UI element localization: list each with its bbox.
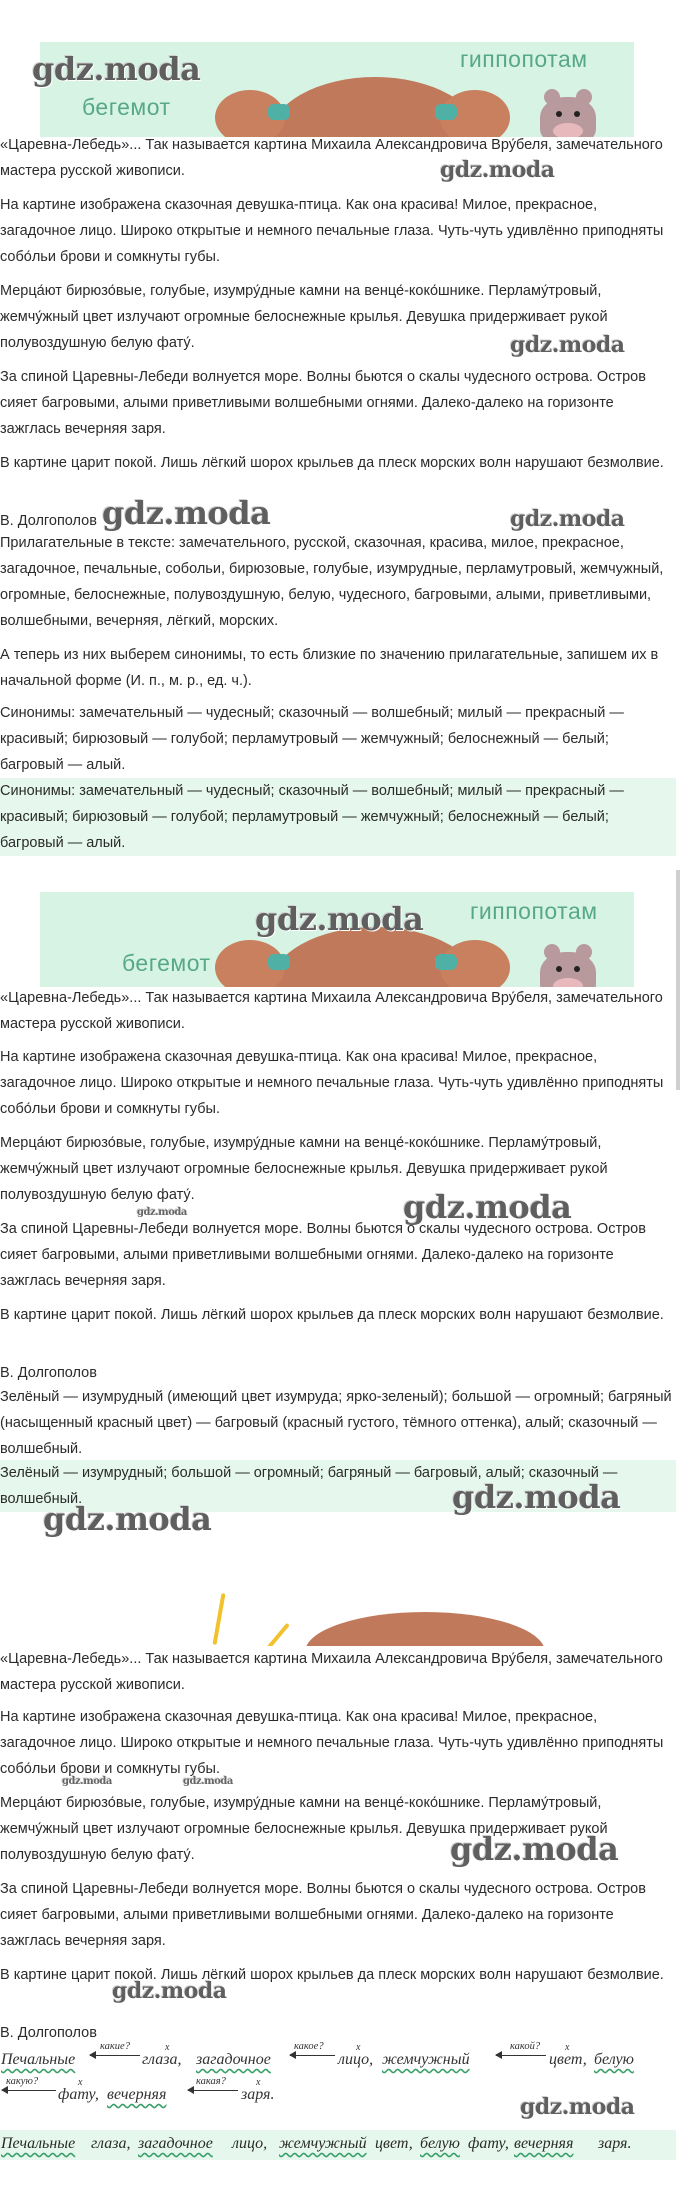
adjective-word: Печальные [1, 2135, 76, 2152]
hippo-illustration [540, 97, 596, 137]
arrow-icon [2, 2090, 56, 2091]
synonyms-explanation: Зелёный — изумрудный (имеющий цвет изумруда; ярко-зеленый); большой — огромный; багряный (насыщенный красный цвет) — багровый (красный густого, тёмного оттенка), алый; сказочный — волшебный. [0, 1389, 672, 1457]
synonyms-text: Синонимы: замечательный — чудесный; сказочный — волшебный; милый — прекрасный — красивый; бирюзовый — голубой; перламутровый — жемчужный; белоснежный — белый; багровый — алый. [0, 705, 624, 773]
watermark: gdz.moda [137, 1207, 187, 1218]
watermark: gdz.moda [255, 900, 424, 938]
watermark: gdz.moda [112, 1978, 227, 2004]
noun-mark: x [78, 2077, 83, 2088]
adjective-word: жемчужный [382, 2051, 470, 2068]
noun-mark: x [356, 2042, 361, 2053]
text-paragraph-4: За спиной Царевны-Лебеди волнуется море. Волны бьются о скалы чудесного острова. Остров сияет багровыми, алыми приветливыми волшебными огнями. Далеко-далеко на горизонте зажглась вечерняя заря. [0, 1881, 646, 1949]
sun-ray-decoration [213, 1593, 226, 1645]
noun-word: глаза, [142, 2051, 182, 2068]
text-paragraph-3: Мерца́ют бирюзо́вые, голубые, изумру́дные камни на венце́-коко́шнике. Перламу́тровый, жемчу́жный цвет излучают огромные белоснежные крылья. Девушка придерживает рукой полувоздушную белую фату́. [0, 283, 608, 351]
watermark: gdz.moda [510, 332, 625, 358]
banner-word-hippo: гиппопотам [470, 898, 598, 924]
author-name: В. Долгополов [0, 1365, 97, 1381]
adjective-word: вечерняя [107, 2086, 167, 2103]
section-3 [0, 1540, 680, 2195]
arrow-icon [90, 2055, 140, 2056]
adjective-word: белую [594, 2051, 634, 2068]
watermark: gdz.moda [452, 1478, 621, 1516]
noun-word: лицо, [232, 2135, 268, 2152]
parse-line-1 [0, 2043, 676, 2073]
text-paragraph-2: На картине изображена сказочная девушка-птица. Как она красива! Милое, прекрасное, загадочное лицо. Широко открытые и немного печальные глаза. Чуть-чуть удивлённо приподняты собо́льи брови и сомкнуты губы. [0, 1709, 664, 1777]
question-label: какую? [6, 2076, 39, 2087]
synonyms-answer: Синонимы: замечательный — чудесный; сказочный — волшебный; милый — прекрасный — красивый; бирюзовый — голубой; перламутровый — жемчужный; белоснежный — белый; багровый — алый. [0, 778, 676, 856]
adjectives-list: Прилагательные в тексте: замечательного, русской, сказочная, красива, милое, прекрасное, загадочное, печальные, собольи, бирюзовые, голубые, изумрудные, перламутровый, жемчужный, огромные, белоснежные, полувоздушную, белую, чудесного, багровыми, алыми, приветливыми, волшебными, вечерняя, лёгкий, морских. [0, 535, 664, 629]
text-paragraph-1: «Царевна-Лебедь»... Так называется картина Михаила Александровича Вру́беля, замечательного мастера русской живописи. [0, 137, 663, 179]
question-label: какой? [510, 2041, 541, 2052]
noun-word: заря. [598, 2135, 632, 2152]
adjective-word: загадочное [138, 2135, 213, 2152]
answer-line [0, 2130, 676, 2160]
watermark: gdz.moda [450, 1830, 619, 1868]
hair-tie-left [268, 954, 290, 970]
text-paragraph-5: В картине царит покой. Лишь лёгкий шорох крыльев да плеск морских волн нарушают безмолвие. [0, 1307, 664, 1323]
text-paragraph-4: За спиной Царевны-Лебеди волнуется море. Волны бьются о скалы чудесного острова. Остров сияет багровыми, алыми приветливыми волшебными огнями. Далеко-далеко на горизонте зажглась вечерняя заря. [0, 1221, 646, 1289]
text-paragraph-3: Мерца́ют бирюзо́вые, голубые, изумру́дные камни на венце́-коко́шнике. Перламу́тровый, жемчу́жный цвет излучают огромные белоснежные крылья. Девушка придерживает рукой полувоздушную белую фату́. [0, 1795, 608, 1863]
watermark: gdz.moda [43, 1500, 212, 1538]
question-label: какая? [196, 2076, 226, 2087]
hippo-illustration [540, 952, 596, 987]
noun-mark: x [256, 2077, 261, 2088]
question-label: какие? [100, 2041, 130, 2052]
watermark: gdz.moda [183, 1776, 233, 1787]
hair-tie-right [435, 104, 457, 120]
arrow-icon [290, 2055, 335, 2056]
text-paragraph-5: В картине царит покой. Лишь лёгкий шорох крыльев да плеск морских волн нарушают безмолвие. [0, 1967, 664, 1983]
banner-word-bemot: бегемот [82, 94, 171, 120]
watermark: gdz.moda [102, 494, 271, 532]
noun-word: лицо, [338, 2051, 374, 2068]
noun-word: цвет, [375, 2135, 413, 2152]
watermark: gdz.moda [403, 1188, 572, 1226]
banner-word-bemot: бегемот [122, 950, 211, 976]
adjective-word: белую [420, 2135, 460, 2152]
noun-word: цвет, [549, 2051, 587, 2068]
section-2 [0, 870, 680, 1540]
adjective-word: Печальные [1, 2051, 76, 2068]
text-paragraph-5: В картине царит покой. Лишь лёгкий шорох крыльев да плеск морских волн нарушают безмолвие. [0, 455, 664, 471]
text-paragraph-1: «Царевна-Лебедь»... Так называется картина Михаила Александровича Вру́беля, замечательного мастера русской живописи. [0, 990, 663, 1032]
hair-tie-left [268, 104, 290, 120]
text-paragraph-1: «Царевна-Лебедь»... Так называется картина Михаила Александровича Вру́беля, замечательного мастера русской живописи. [0, 1646, 676, 1698]
adjective-word: загадочное [196, 2051, 271, 2068]
text-paragraph-2: На картине изображена сказочная девушка-птица. Как она красива! Милое, прекрасное, загадочное лицо. Широко открытые и немного печальные глаза. Чуть-чуть удивлённо приподняты собо́льи брови и сомкнуты губы. [0, 197, 664, 265]
text-paragraph-3: Мерца́ют бирюзо́вые, голубые, изумру́дные камни на венце́-коко́шнике. Перламу́тровый, жемчу́жный цвет излучают огромные белоснежные крылья. Девушка придерживает рукой полувоздушную белую фату́. [0, 1135, 608, 1203]
text-paragraph-4: За спиной Царевны-Лебеди волнуется море. Волны бьются о скалы чудесного острова. Остров сияет багровыми, алыми приветливыми волшебными огнями. Далеко-далеко на горизонте зажглась вечерняя заря. [0, 369, 646, 437]
adjective-word: жемчужный [279, 2135, 367, 2152]
author-name: В. Долгополов [0, 513, 97, 529]
arrow-icon [188, 2090, 238, 2091]
synonyms-answer: Зелёный — изумрудный; большой — огромный; багряный — багровый, алый; сказочный — волшебный. [0, 1460, 676, 1512]
arrow-icon [496, 2055, 546, 2056]
hair-tie-right [435, 954, 457, 970]
banner-word-hippo: гиппопотам [460, 46, 588, 72]
noun-word: фату, [468, 2135, 509, 2152]
noun-word: фату, [58, 2086, 99, 2103]
noun-word: глаза, [91, 2135, 131, 2152]
watermark: gdz.moda [510, 506, 625, 532]
watermark: gdz.moda [440, 157, 555, 183]
watermark: gdz.moda [32, 50, 201, 88]
section-1 [0, 0, 680, 870]
author-name: В. Долгополов [0, 2025, 97, 2041]
watermark: gdz.moda [62, 1776, 112, 1787]
noun-word: заря. [241, 2086, 275, 2103]
question-label: какое? [294, 2041, 324, 2052]
noun-mark: x [165, 2042, 170, 2053]
synonyms-instruction: А теперь из них выберем синонимы, то есть близкие по значению прилагательные, запишем их в начальной форме (И. п., м. р., ед. ч.). [0, 647, 659, 689]
text-paragraph-2: На картине изображена сказочная девушка-птица. Как она красива! Милое, прекрасное, загадочное лицо. Широко открытые и немного печальные глаза. Чуть-чуть удивлённо приподняты собо́льи брови и сомкнуты губы. [0, 1049, 664, 1117]
adjective-word: вечерняя [514, 2135, 574, 2152]
noun-mark: x [565, 2042, 570, 2053]
watermark: gdz.moda [520, 2094, 635, 2120]
